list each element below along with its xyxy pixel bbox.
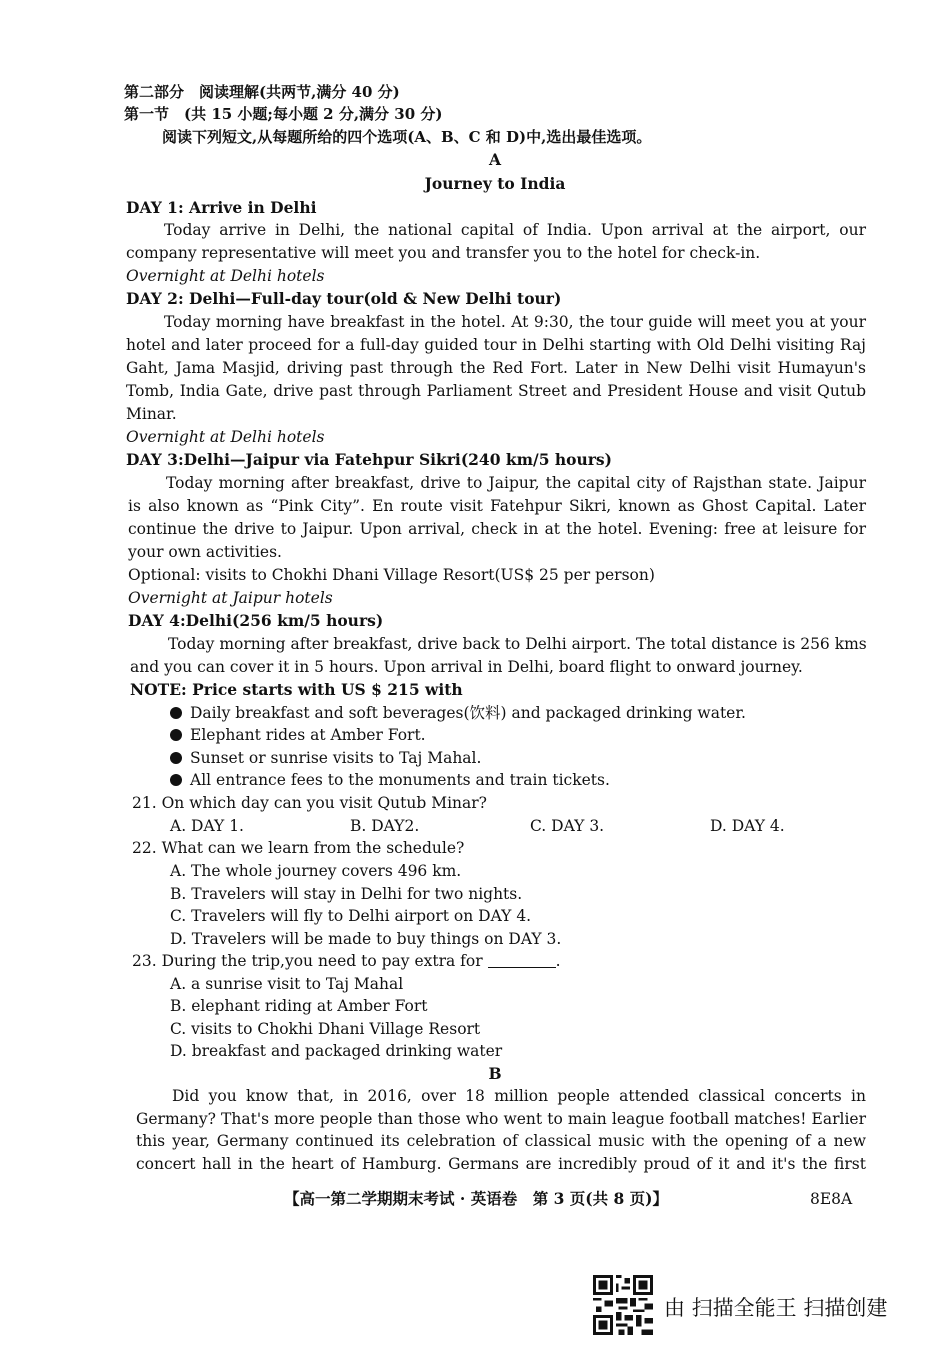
day3-optional: Optional: visits to Chokhi Dhani Village Resort(US$ 25 per person) <box>128 566 655 584</box>
bullet-icon <box>170 729 182 741</box>
day3-heading: DAY 3:Delhi—Jaipur via Fatehpur Sikri(240 km/5 hours) <box>126 450 612 469</box>
day4-line: Today morning after breakfast, drive back to Delhi airport. The total distance is 256 kms <box>168 635 867 653</box>
part-heading: 第二部分 阅读理解(共两节,满分 40 分) <box>124 83 400 101</box>
paper-code: 8E8A <box>810 1190 853 1208</box>
day3-line: continue the drive to Jaipur. Upon arrival, check in at the hotel. Evening: free at leisure for <box>128 520 866 538</box>
passage-letter-a: A <box>488 150 502 169</box>
day4-line: and you can cover it in 5 hours. Upon arrival in Delhi, board flight to onward journey. <box>130 658 803 676</box>
q21-option-b: B. DAY2. <box>350 817 420 835</box>
list-item: Sunset or sunrise visits to Taj Mahal. <box>170 748 481 768</box>
passage-b-line: concert hall in the heart of Hamburg. Germans are incredibly proud of it and it's the first <box>136 1155 866 1173</box>
day2-line: Today morning have breakfast in the hotel. At 9:30, the tour guide will meet you at your <box>164 313 866 331</box>
day2-overnight: Overnight at Delhi hotels <box>126 428 325 446</box>
page-footer: 【高一第二学期期末考试 · 英语卷 第 3 页(共 8 页)】 <box>284 1189 669 1208</box>
list-item: All entrance fees to the monuments and train tickets. <box>170 770 610 790</box>
day1-heading: DAY 1: Arrive in Delhi <box>126 198 317 217</box>
section-heading: 第一节 (共 15 小题;每小题 2 分,满分 30 分) <box>124 105 443 123</box>
day3-line: your own activities. <box>128 543 282 561</box>
q23-option-b: B. elephant riding at Amber Fort <box>170 997 428 1015</box>
day1-overnight: Overnight at Delhi hotels <box>126 267 325 285</box>
q23-option-c: C. visits to Chokhi Dhani Village Resort <box>170 1020 481 1038</box>
q22-option-a: A. The whole journey covers 496 km. <box>170 862 462 880</box>
answer-blank <box>488 951 556 968</box>
instruction: 阅读下列短文,从每题所给的四个选项(A、B、C 和 D)中,选出最佳选项。 <box>162 128 652 146</box>
question-23: 23. During the trip,you need to pay extra for . <box>132 952 561 970</box>
bullet-icon <box>170 752 182 764</box>
qr-code-icon <box>593 1275 653 1335</box>
day2-line: hotel and later proceed for a full-day guided tour in Delhi starting with Old Delhi visiting Raj <box>126 336 866 354</box>
q22-option-d: D. Travelers will be made to buy things on DAY 3. <box>170 930 562 948</box>
day3-line: Today morning after breakfast, drive to Jaipur, the capital city of Rajsthan state. Jaipur <box>166 474 866 492</box>
scanner-watermark: 由 扫描全能王 扫描创建 <box>664 1296 888 1320</box>
bullet-icon <box>170 774 182 786</box>
passage-b-line: Germany? That's more people than those who went to main league football matches! Earlier <box>136 1110 866 1128</box>
day2-line: Tomb, India Gate, drive past through Parliament Street and President House and visit Qutub <box>126 382 866 400</box>
q22-option-b: B. Travelers will stay in Delhi for two nights. <box>170 885 523 903</box>
passage-b-line: this year, Germany continued its celebration of classical music with the opening of a new <box>136 1132 866 1150</box>
day4-heading: DAY 4:Delhi(256 km/5 hours) <box>128 611 384 630</box>
question-21: 21. On which day can you visit Qutub Minar? <box>132 794 487 812</box>
day2-line: Gaht, Jama Masjid, driving past through the Red Fort. Later in New Delhi visit Humayun's <box>126 359 866 377</box>
q21-option-d: D. DAY 4. <box>710 817 785 835</box>
passage-letter-b: B <box>488 1064 502 1083</box>
q21-option-a: A. DAY 1. <box>170 817 244 835</box>
bullet-icon <box>170 707 182 719</box>
day2-heading: DAY 2: Delhi—Full-day tour(old & New Delhi tour) <box>126 289 562 308</box>
question-22: 22. What can we learn from the schedule? <box>132 839 465 857</box>
passage-b-line: Did you know that, in 2016, over 18 million people attended classical concerts in <box>172 1087 866 1105</box>
q21-option-c: C. DAY 3. <box>530 817 605 835</box>
q22-option-c: C. Travelers will fly to Delhi airport on DAY 4. <box>170 907 532 925</box>
day1-line: Today arrive in Delhi, the national capital of India. Upon arrival at the airport, our <box>164 221 866 239</box>
q23-option-d: D. breakfast and packaged drinking water <box>170 1042 503 1060</box>
price-note: NOTE: Price starts with US $ 215 with <box>130 680 463 699</box>
day3-overnight: Overnight at Jaipur hotels <box>128 589 333 607</box>
list-item: Elephant rides at Amber Fort. <box>170 725 426 745</box>
day3-line: is also known as “Pink City”. En route visit Fatehpur Sikri, known as Ghost Capital. Later <box>128 497 866 515</box>
day2-line: Minar. <box>126 405 177 423</box>
list-item: Daily breakfast and soft beverages(饮料) and packaged drinking water. <box>170 703 746 723</box>
q23-option-a: A. a sunrise visit to Taj Mahal <box>170 975 404 993</box>
day1-line: company representative will meet you and transfer you to the hotel for check-in. <box>126 244 761 262</box>
passage-title: Journey to India <box>424 174 566 193</box>
